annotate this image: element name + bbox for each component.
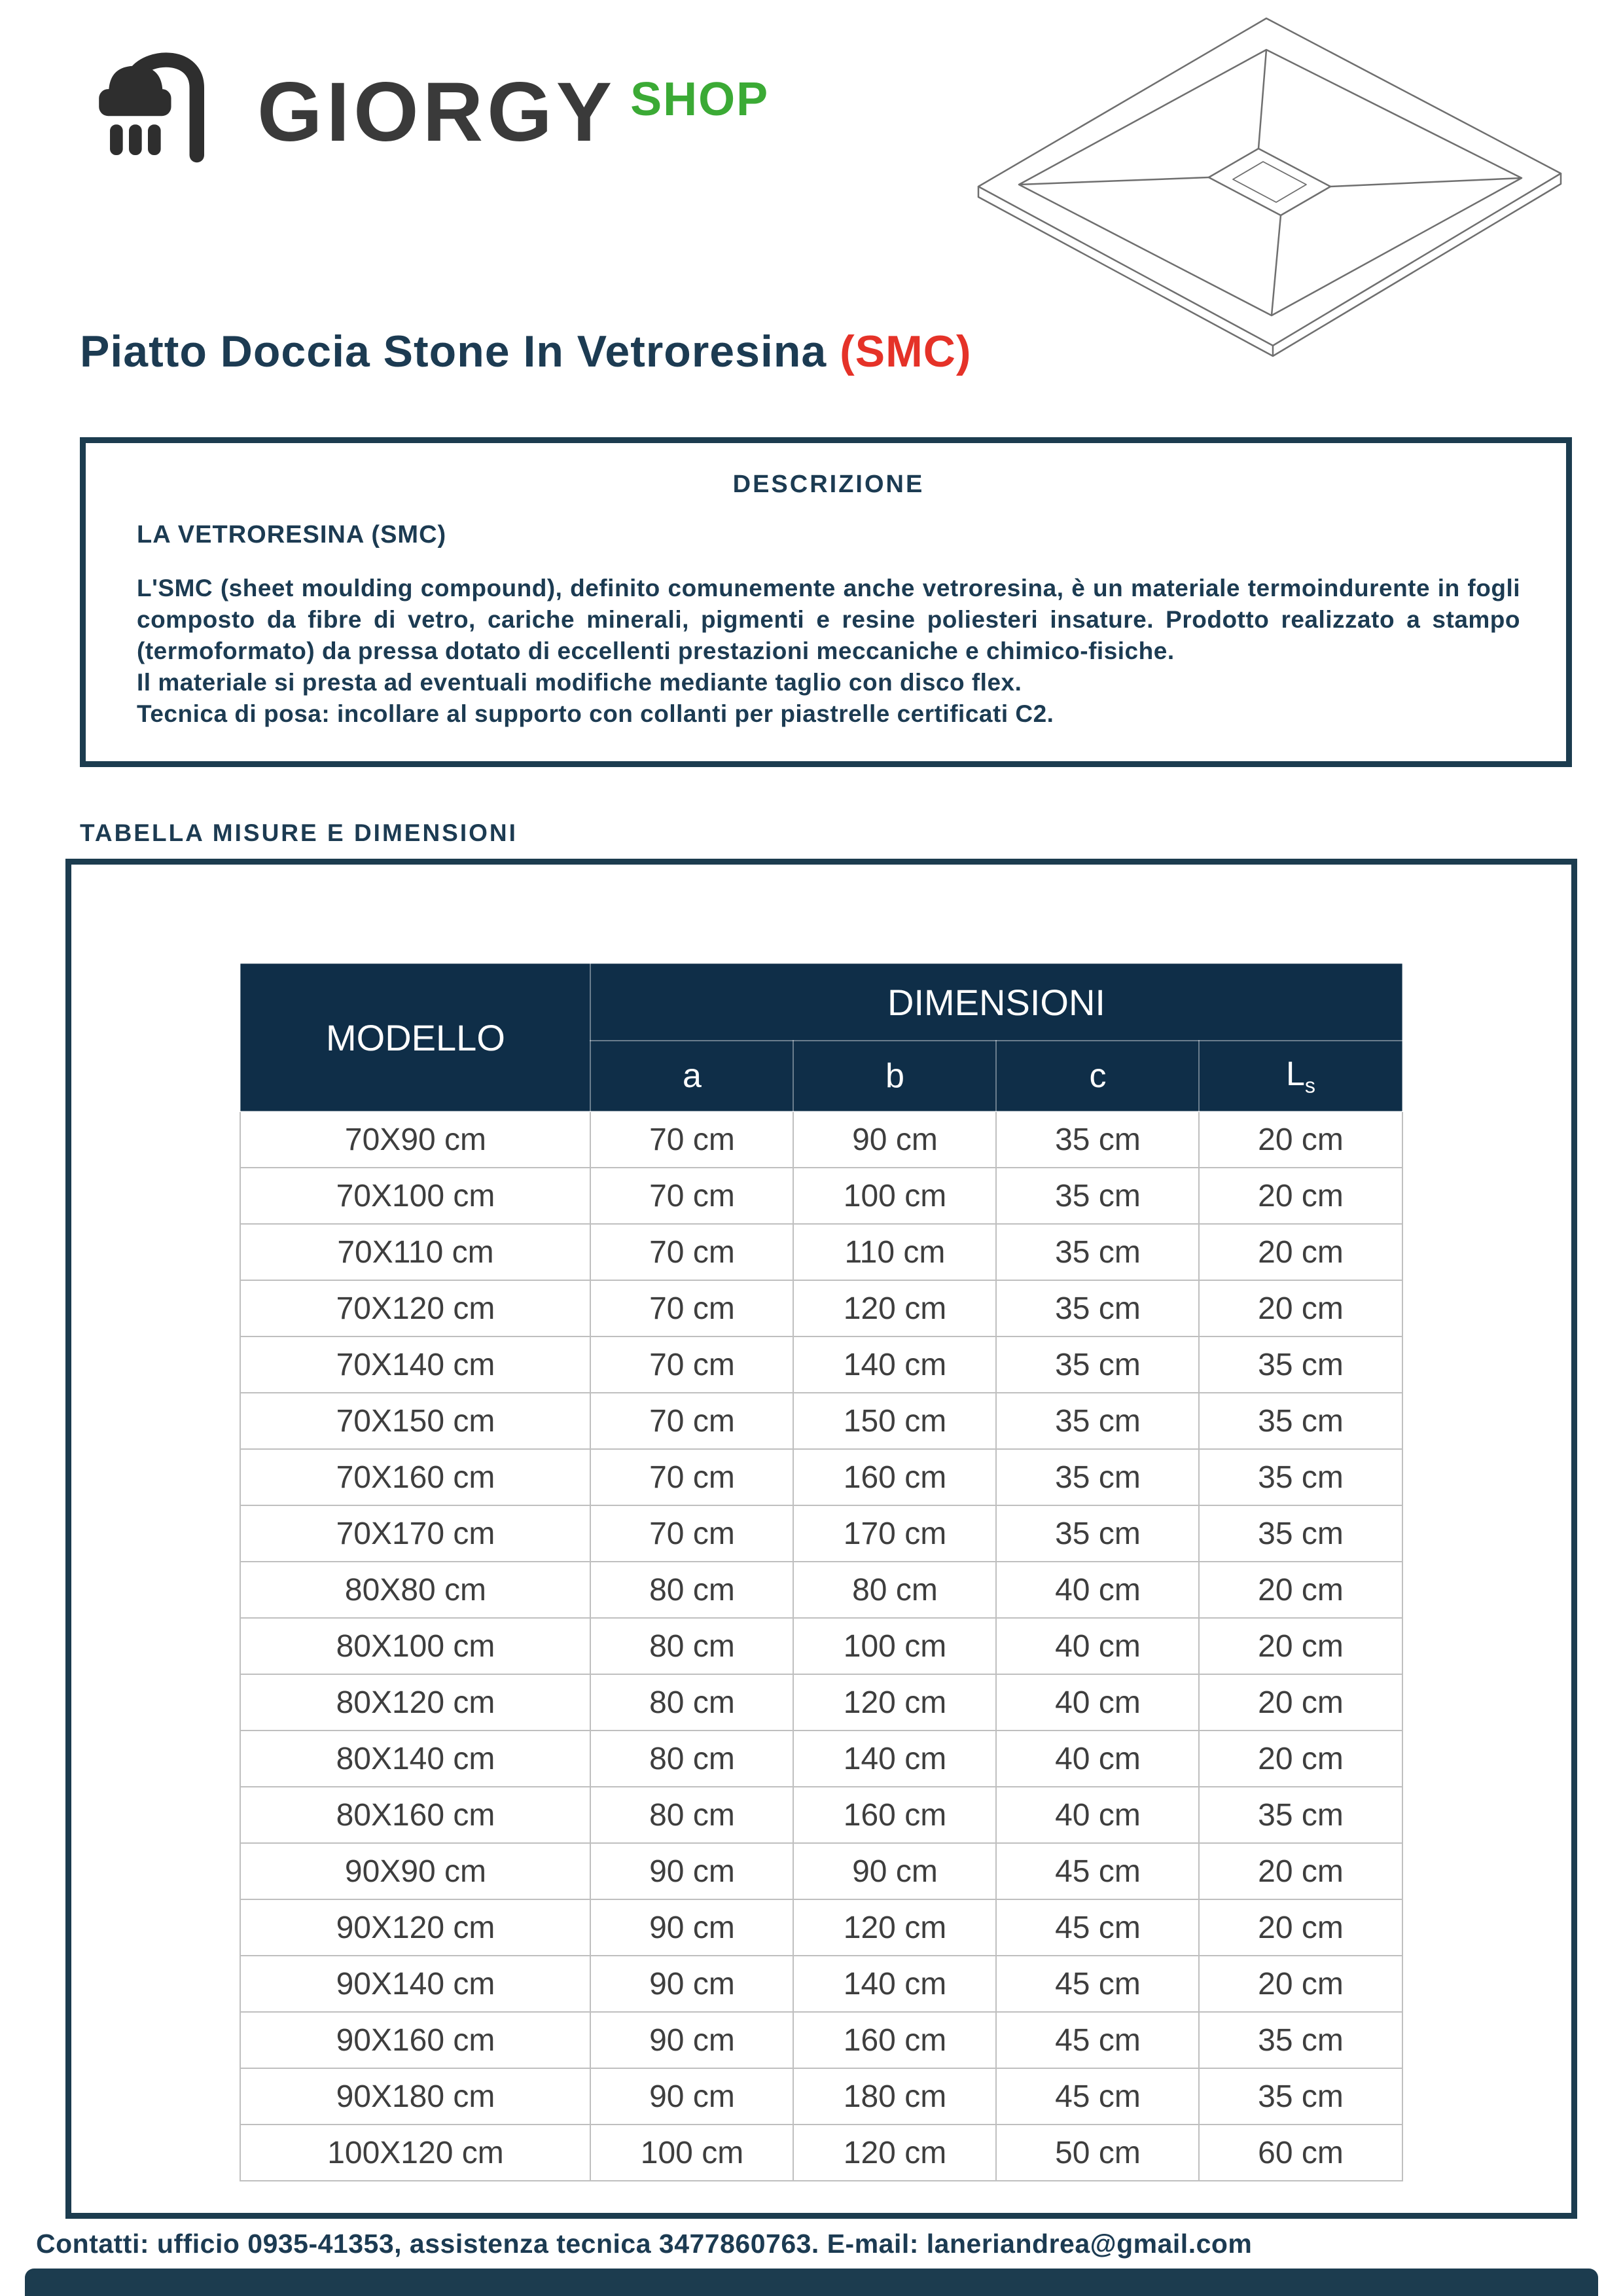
table-cell: 80 cm <box>590 1562 793 1618</box>
footer-contact-text: Contatti: ufficio 0935-41353, assistenza tecnica 3477860763. E-mail: laneriandrea@gmail.com <box>36 2229 1253 2259</box>
table-cell: 40 cm <box>996 1674 1199 1731</box>
table-cell: 160 cm <box>793 2012 996 2068</box>
table-cell: 70 cm <box>590 1224 793 1280</box>
description-paragraph: Tecnica di posa: incollare al supporto con collanti per piastrelle certificati C2. <box>137 700 1054 728</box>
table-cell: 80X100 cm <box>240 1618 590 1674</box>
table-row <box>240 1393 1402 1449</box>
table-cell: 90X90 cm <box>240 1843 590 1899</box>
table-cell: 100X120 cm <box>240 2125 590 2181</box>
table-cell: 80X120 cm <box>240 1674 590 1731</box>
table-cell: 90X120 cm <box>240 1899 590 1956</box>
table-cell: 70X170 cm <box>240 1505 590 1562</box>
table-cell: 35 cm <box>996 1111 1199 1168</box>
table-row <box>240 1111 1402 1168</box>
table-cell: 35 cm <box>996 1393 1199 1449</box>
table-cell: 20 cm <box>1199 1224 1402 1280</box>
table-cell: 80X160 cm <box>240 1787 590 1843</box>
table-cell: 120 cm <box>793 1899 996 1956</box>
table-cell: 80X80 cm <box>240 1562 590 1618</box>
table-row <box>240 1899 1402 1956</box>
table-cell: 90X140 cm <box>240 1956 590 2012</box>
table-cell: 140 cm <box>793 1956 996 2012</box>
table-row <box>240 1674 1402 1731</box>
table-cell: 70X150 cm <box>240 1393 590 1449</box>
description-paragraph: L'SMC (sheet moulding compound), definito comunemente anche vetroresina, è un materiale termoindurente in fogli composto da fibre di vetro, cariche minerali, pigmenti e resine poliesteri insature. Prodotto realizzato a stampo (termoformato) da pressa dotato di eccellenti prestazioni meccaniche e chimico-fisiche. <box>137 575 1520 665</box>
table-cell: 40 cm <box>996 1562 1199 1618</box>
table-cell: 70X160 cm <box>240 1449 590 1505</box>
table-cell: 35 cm <box>1199 1336 1402 1393</box>
table-cell: 120 cm <box>793 2125 996 2181</box>
table-cell: 40 cm <box>996 1731 1199 1787</box>
table-cell: 20 cm <box>1199 1956 1402 2012</box>
table-cell: 35 cm <box>1199 1787 1402 1843</box>
table-cell: 45 cm <box>996 2012 1199 2068</box>
description-heading: DESCRIZIONE <box>732 471 925 498</box>
table-section-label: TABELLA MISURE E DIMENSIONI <box>80 819 518 846</box>
table-row <box>240 1843 1402 1899</box>
table-row <box>240 2012 1402 2068</box>
table-cell: 70 cm <box>590 1280 793 1336</box>
table-cell: 70 cm <box>590 1449 793 1505</box>
brand-suffix: SHOP <box>630 73 770 126</box>
table-row <box>240 1562 1402 1618</box>
table-cell: 35 cm <box>1199 1505 1402 1562</box>
description-paragraph: Il materiale si presta ad eventuali modifiche mediante taglio con disco flex. <box>137 669 1022 696</box>
table-cell: 35 cm <box>996 1336 1199 1393</box>
table-cell: 20 cm <box>1199 1843 1402 1899</box>
table-row <box>240 1956 1402 2012</box>
table-cell: 20 cm <box>1199 1111 1402 1168</box>
table-cell: 70X110 cm <box>240 1224 590 1280</box>
table-cell: 70X90 cm <box>240 1111 590 1168</box>
table-cell: 35 cm <box>996 1505 1199 1562</box>
table-row <box>240 1787 1402 1843</box>
table-cell: 20 cm <box>1199 1731 1402 1787</box>
table-row <box>240 1731 1402 1787</box>
ls-main: L <box>1285 1054 1305 1093</box>
table-cell: 140 cm <box>793 1731 996 1787</box>
table-cell: 40 cm <box>996 1787 1199 1843</box>
brand-name: GIORGY <box>257 65 616 159</box>
table-row <box>240 1449 1402 1505</box>
col-header-b: b <box>793 1041 996 1111</box>
table-cell: 70 cm <box>590 1336 793 1393</box>
table-row <box>240 1505 1402 1562</box>
table-cell: 40 cm <box>996 1618 1199 1674</box>
table-cell: 70 cm <box>590 1111 793 1168</box>
description-body <box>137 573 1520 730</box>
spec-table-head <box>240 963 1402 1111</box>
table-cell: 50 cm <box>996 2125 1199 2181</box>
table-cell: 80 cm <box>793 1562 996 1618</box>
col-header-a: a <box>590 1041 793 1111</box>
table-cell: 120 cm <box>793 1280 996 1336</box>
table-cell: 20 cm <box>1199 1899 1402 1956</box>
table-cell: 70 cm <box>590 1168 793 1224</box>
table-cell: 70X120 cm <box>240 1280 590 1336</box>
table-cell: 35 cm <box>1199 2012 1402 2068</box>
table-cell: 110 cm <box>793 1224 996 1280</box>
table-box <box>65 859 1577 2219</box>
table-cell: 20 cm <box>1199 1562 1402 1618</box>
table-cell: 90 cm <box>793 1111 996 1168</box>
table-cell: 100 cm <box>793 1168 996 1224</box>
table-cell: 20 cm <box>1199 1168 1402 1224</box>
table-cell: 90 cm <box>590 2012 793 2068</box>
table-row <box>240 1168 1402 1224</box>
table-cell: 35 cm <box>1199 1449 1402 1505</box>
table-cell: 45 cm <box>996 1899 1199 1956</box>
table-cell: 160 cm <box>793 1449 996 1505</box>
page-title <box>80 326 972 377</box>
brand-text <box>257 65 770 159</box>
table-cell: 100 cm <box>793 1618 996 1674</box>
table-cell: 35 cm <box>996 1224 1199 1280</box>
table-cell: 170 cm <box>793 1505 996 1562</box>
table-cell: 90 cm <box>590 1956 793 2012</box>
ls-sub: s <box>1304 1073 1316 1098</box>
spec-table <box>240 963 1402 2181</box>
description-box <box>80 437 1572 767</box>
table-cell: 80 cm <box>590 1618 793 1674</box>
table-cell: 20 cm <box>1199 1618 1402 1674</box>
table-cell: 20 cm <box>1199 1674 1402 1731</box>
table-cell: 140 cm <box>793 1336 996 1393</box>
page-title-highlight: (SMC) <box>840 327 972 376</box>
page-title-main: Piatto Doccia Stone In Vetroresina <box>80 327 840 376</box>
table-cell: 35 cm <box>996 1168 1199 1224</box>
table-row <box>240 1280 1402 1336</box>
table-cell: 90X180 cm <box>240 2068 590 2125</box>
table-cell: 160 cm <box>793 1787 996 1843</box>
col-header-c: c <box>996 1041 1199 1111</box>
table-row <box>240 2125 1402 2181</box>
table-cell: 20 cm <box>1199 1280 1402 1336</box>
footer-bar <box>25 2269 1598 2296</box>
table-cell: 90X160 cm <box>240 2012 590 2068</box>
table-row <box>240 2068 1402 2125</box>
table-cell: 80X140 cm <box>240 1731 590 1787</box>
table-cell: 70 cm <box>590 1393 793 1449</box>
shower-icon <box>92 52 232 193</box>
brand-logo <box>92 52 769 193</box>
table-cell: 45 cm <box>996 1843 1199 1899</box>
table-cell: 45 cm <box>996 2068 1199 2125</box>
table-cell: 70 cm <box>590 1505 793 1562</box>
description-subheading: LA VETRORESINA (SMC) <box>137 521 447 548</box>
table-cell: 90 cm <box>590 1843 793 1899</box>
table-row <box>240 1618 1402 1674</box>
table-cell: 150 cm <box>793 1393 996 1449</box>
table-cell: 45 cm <box>996 1956 1199 2012</box>
table-cell: 70X100 cm <box>240 1168 590 1224</box>
table-cell: 35 cm <box>1199 1393 1402 1449</box>
table-cell: 90 cm <box>590 1899 793 1956</box>
table-cell: 80 cm <box>590 1674 793 1731</box>
table-row <box>240 1224 1402 1280</box>
col-header-ls <box>1199 1041 1402 1111</box>
table-cell: 120 cm <box>793 1674 996 1731</box>
table-cell: 60 cm <box>1199 2125 1402 2181</box>
table-cell: 90 cm <box>590 2068 793 2125</box>
col-header-dimensioni: DIMENSIONI <box>590 963 1402 1041</box>
table-cell: 35 cm <box>1199 2068 1402 2125</box>
table-cell: 80 cm <box>590 1731 793 1787</box>
table-cell: 70X140 cm <box>240 1336 590 1393</box>
table-cell: 90 cm <box>793 1843 996 1899</box>
table-cell: 100 cm <box>590 2125 793 2181</box>
table-row <box>240 1336 1402 1393</box>
table-cell: 35 cm <box>996 1280 1199 1336</box>
table-cell: 80 cm <box>590 1787 793 1843</box>
spec-table-body <box>240 1111 1402 2181</box>
shower-tray-illustration <box>969 13 1571 370</box>
table-cell: 180 cm <box>793 2068 996 2125</box>
col-header-modello: MODELLO <box>240 963 590 1111</box>
table-cell: 35 cm <box>996 1449 1199 1505</box>
